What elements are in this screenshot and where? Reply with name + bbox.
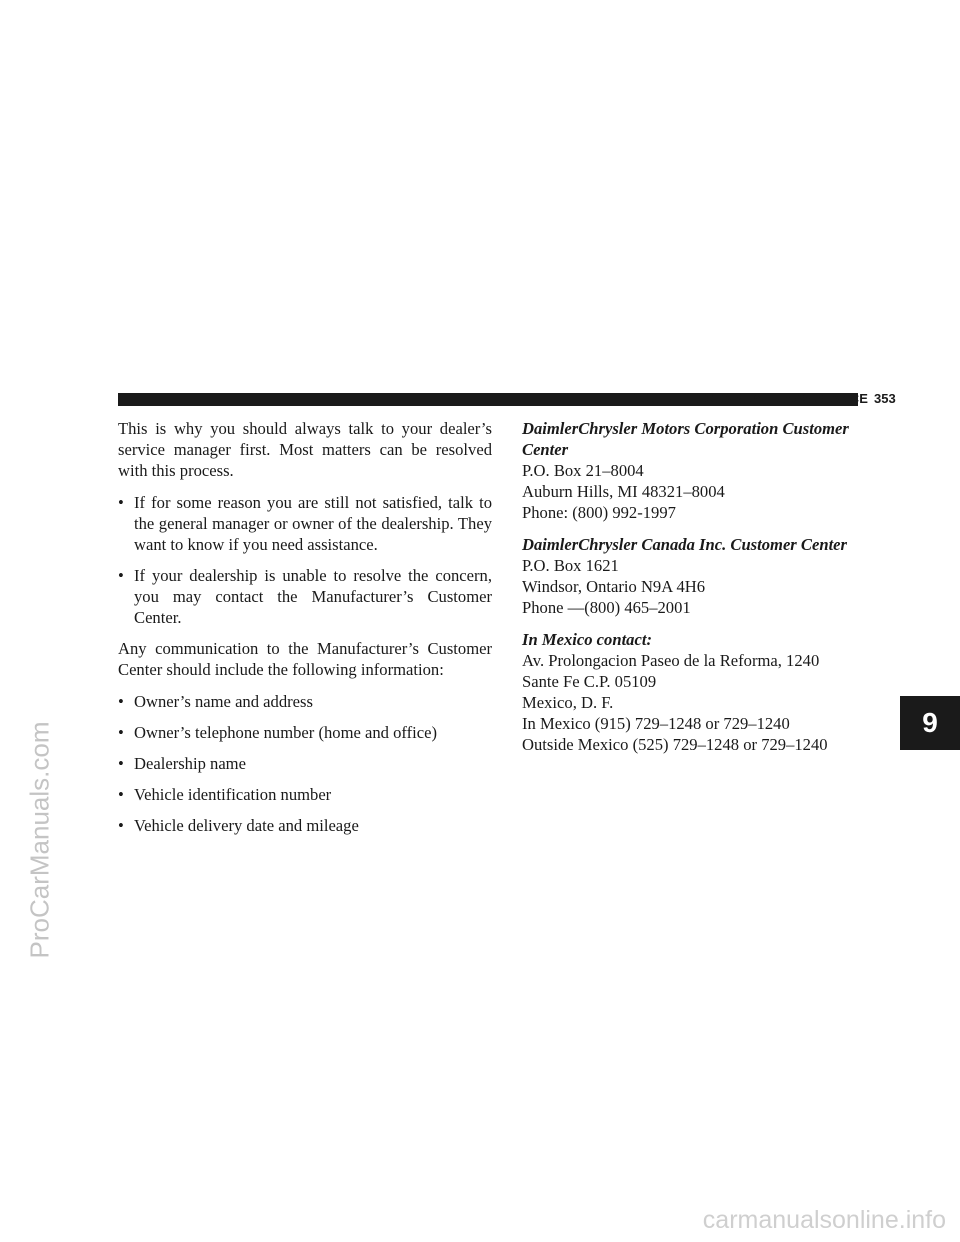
list-item — [118, 492, 492, 555]
canada-center-heading: DaimlerChrysler Canada Inc. Customer Center — [522, 535, 848, 554]
page-number: 353 — [874, 391, 896, 406]
info-paragraph: Any communication to the Manufacturer’s Customer Center should include the following information: — [118, 639, 492, 679]
list-item-text: Vehicle identification number — [134, 785, 332, 804]
bullet-icon: • — [118, 785, 124, 804]
section-title: IF YOU NEED CONSUMER ASSISTANCE — [616, 391, 868, 406]
phone-line: Phone: (800) 992-1997 — [522, 503, 676, 522]
phone-line: In Mexico (915) 729–1248 or 729–1240 — [522, 714, 790, 733]
mexico-contact — [522, 629, 862, 755]
bullet-icon: • — [118, 754, 124, 773]
address-line: P.O. Box 21–8004 — [522, 461, 644, 480]
bullet-icon: • — [118, 566, 124, 585]
bullet-icon: • — [118, 816, 124, 835]
address-line: P.O. Box 1621 — [522, 556, 619, 575]
phone-line: Outside Mexico (525) 729–1248 or 729–1240 — [522, 735, 828, 754]
bullet-icon: • — [118, 692, 124, 711]
list-item-text: Dealership name — [134, 754, 246, 773]
list-item — [118, 784, 492, 805]
bullet-icon: • — [118, 493, 124, 512]
list-item-text: Owner’s name and address — [134, 692, 313, 711]
us-customer-center — [522, 418, 862, 523]
section-tab: 9 — [900, 696, 960, 750]
list-item-text: If for some reason you are still not satisfied, talk to the general manager or owner of the dealership. They want to know if you need assistance. — [134, 493, 492, 554]
phone-line: Phone —(800) 465–2001 — [522, 598, 691, 617]
address-line: Sante Fe C.P. 05109 — [522, 672, 657, 691]
list-item-text: Vehicle delivery date and mileage — [134, 816, 359, 835]
list-item — [118, 722, 492, 743]
list-item — [118, 815, 492, 836]
address-line: Windsor, Ontario N9A 4H6 — [522, 577, 706, 596]
mexico-heading: In Mexico contact: — [522, 630, 652, 649]
list-item — [118, 691, 492, 712]
right-column — [522, 418, 862, 766]
address-line: Av. Prolongacion Paseo de la Reforma, 1240 — [522, 651, 820, 670]
bullet-icon: • — [118, 723, 124, 742]
watermark-left: ProCarManuals.com — [24, 721, 55, 959]
list-item — [118, 565, 492, 628]
watermark-bottom: carmanualsonline.info — [702, 1206, 946, 1234]
us-center-heading: DaimlerChrysler Motors Corporation Customer Center — [522, 419, 849, 459]
address-line: Auburn Hills, MI 48321–8004 — [522, 482, 725, 501]
list-item-text: Owner’s telephone number (home and office) — [134, 723, 438, 742]
intro-paragraph: This is why you should always talk to your dealer’s service manager first. Most matters can be resolved with this process. — [118, 419, 492, 480]
left-column — [118, 418, 492, 846]
list-item-text: If your dealership is unable to resolve the concern, you may contact the Manufacturer’s Customer Center. — [134, 566, 492, 627]
canada-customer-center — [522, 534, 862, 618]
list-item — [118, 753, 492, 774]
address-line: Mexico, D. F. — [522, 693, 614, 712]
